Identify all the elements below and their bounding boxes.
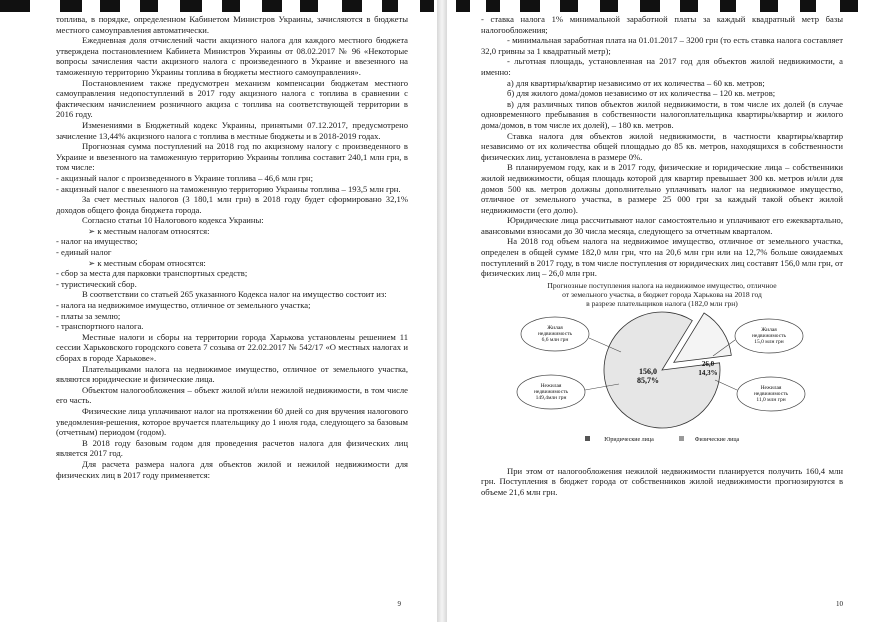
paragraph: Согласно статьи 10 Налогового кодекса Украины: [82,215,264,226]
callout-label: 15,0 млн грн [754,338,784,345]
data-label: 26,0 [701,359,715,368]
paragraph: На 2018 год объем налога на недвижимое имущество, отличное от земельного участка, определен в общей сумме 182,0 млн грн, что на 20,6 млн грн или на 12,7% больше ожидаемых поступлений в 2017 году, в том числе поступления от юридических лиц составят 156,0 млн грн, от физических лиц – 26,0 млн грн. [481,236,843,279]
callout-label: недвижимость [753,390,789,397]
callout-label: 6,6 млн грн [541,336,569,343]
chart-title-line: от земельного участка, в бюджет города Харькова на 2018 год [562,289,762,299]
scan-mark [800,0,816,12]
scan-mark [300,0,318,12]
scan-mark [0,0,30,12]
scan-mark [840,0,858,12]
paragraph: - транспортного налога. [56,321,144,332]
paragraph: - акцизный налог с ввезенного на таможенную территорию Украины топлива – 193,5 млн грн. [56,183,401,194]
paragraph: - сбор за места для парковки транспортных средств; [56,268,248,279]
paragraph: В соответствии со статьей 265 указанного Кодекса налог на имущество состоит из: [82,289,387,300]
scan-mark [486,0,500,12]
callout-label: Жилая [761,326,777,333]
right-page-text [481,14,843,498]
scan-mark [420,0,434,12]
paragraph: За счет местных налогов (3 180,1 млн грн) в 2018 году будет сформировано 32,1% доходов общего фонда бюджета города. [56,194,408,215]
paragraph: - туристический сбор. [56,278,137,289]
paragraph: ➢ к местным сборам относятся: [88,257,206,268]
data-label: 156,0 [639,366,657,376]
scan-mark [342,0,362,12]
legend-label: Юридические лица [604,436,654,443]
callout-label: 11,0 млн грн [756,396,786,403]
callout-label: 149,4млн грн [535,394,567,401]
scan-mark [600,0,618,12]
scan-mark [222,0,240,12]
scan-mark [140,0,158,12]
scan-mark [180,0,202,12]
callout-label: Жилая [547,324,563,331]
paragraph: В планируемом году, как и в 2017 году, физические и юридические лица – собственники жилой недвижимости, общая площадь которой для квартир превышает 300 кв. метров и/или для домов 500 кв. метров должны дополнительно уплачивать налог на недвижимое имущество, отличное от земельного участка, в размере 25 000 грн за каждый такой объект жилой недвижимости (его долю). [481,162,843,215]
paragraph: Плательщиками налога на недвижимое имущество, отличное от земельного участка, являются юридические и физические лица. [56,363,408,385]
chart-title [481,281,843,308]
paragraph: - платы за землю; [56,310,121,321]
paragraph: - минимальная заработная плата на 01.01.2017 – 3200 грн (то есть ставка налога составляет 32,0 гривны за 1 квадратный метр); [481,35,843,56]
paragraph: Изменениями в Бюджетный кодекс Украины, принятыми 07.12.2017, предусмотрено зачисление 13,44% акцизного налога с топлива в местные бюджеты и в 2018-2019 годах. [56,119,408,141]
page-number-right: 10 [836,600,843,608]
callout-label: Нежилая [760,384,782,391]
paragraph: - налога на недвижимое имущество, отличное от земельного участка; [56,300,311,311]
page-gutter [437,0,447,622]
paragraph: Для расчета размера налога для объектов жилой и нежилой недвижимости для физических лиц в 2017 году применяется: [56,458,408,480]
paragraph: Объектом налогообложения – объект жилой и/или нежилой недвижимости, в том числе его часть. [56,384,408,406]
paragraph: - ставка налога 1% минимальной заработной платы за каждый квадратный метр базы налогообложения; [481,14,843,35]
legend-swatch-individuals [679,436,684,441]
paragraph: - акцизный налог с произведенного в Украине топлива – 46,6 млн грн; [56,172,313,183]
scan-mark [760,0,778,12]
paragraph: - льготная площадь, установленная на 2017 год для объектов жилой недвижимости, а именно: [481,56,843,77]
left-page-text [56,14,408,480]
paragraph: в) для различных типов объектов жилой недвижимости, в том числе их долей (в случае одновременного пребывания в собственности налогоплательщика квартиры/квартир и жилого дома/домов, в том числе их долей), – 180 кв. метров. [481,98,843,130]
scan-mark [520,0,540,12]
right-page [447,0,883,622]
paragraph: При этом от налогообложения нежилой недвижимости планируется получить 160,4 млн грн. Поступления в бюджет города от собственников жилой недвижимости прогнозируются в объеме 21,6 млн грн. [481,465,843,498]
scan-mark [640,0,660,12]
scan-mark [680,0,698,12]
chart-title-line: Прогнозные поступления налога на недвижимое имущество, отличное [547,280,777,290]
left-page [0,0,437,622]
scan-mark [382,0,398,12]
scan-mark [60,0,82,12]
chart-title-line: в разрезе плательщиков налога (182,0 млн грн) [586,298,738,308]
paragraph: Физические лица уплачивают налог на протяжении 60 дней со дня вручения налогового уведомления-решения, которое вручается плательщику до 1 июля года, следующего за базовым (отчетным) периодом (годом). [56,405,408,438]
legend-label: Физические лица [694,436,740,443]
data-label: 85,7% [637,375,659,385]
pie-chart [481,308,843,448]
paragraph: топлива, в порядке, определенном Кабинетом Министров Украины, зачисляются в бюджеты местного самоуправления автоматически. [56,14,408,35]
paragraph: В 2018 году базовым годом для проведения расчетов налога для физических лиц является 2017 год. [56,437,408,459]
paragraph: Юридические лица рассчитывают налог самостоятельно и уплачивают его ежеквартально, авансовыми взносами до 30 числа месяца, следующего за отчетным кварталом. [481,215,843,236]
paragraph: ➢ к местным налогам относятся: [88,225,210,236]
callout-label: Нежилая [540,382,562,389]
callout-label: недвижимость [751,332,787,339]
right-paragraphs-top [481,14,843,279]
paragraph: а) для квартиры/квартир независимо от их количества – 60 кв. метров; [507,77,765,88]
scan-mark [456,0,470,12]
scan-mark [262,0,282,12]
paragraph: Местные налоги и сборы на территории города Харькова установлены решением 11 сессии Харьковского городского совета 7 созыва от 22.02.2017 № 542/17 «О местных налогах и сборах в городе Харькове». [56,331,408,363]
paragraph: Ежедневная доля отчислений части акцизного налога для каждого местного бюджета утверждена постановлением Кабинета Министров Украины от 08.02.2017 № 96 «Некоторые вопросы зачисления части акцизного налога с произведенного в Украине и ввезенного на таможенную территорию Украины топлива в бюджеты местного самоуправления». [56,35,408,77]
paragraph: Постановлением также предусмотрен механизм компенсации бюджетам местного самоуправления недопоступлений в 2017 году акцизного налога с топлива в сравнении с фактическим начислением розничного акциза с топлива на соответствующей территории в 2016 году. [56,77,408,120]
paragraph: Прогнозная сумма поступлений на 2018 год по акцизному налогу с произведенного в Украине и ввезенного на таможенную территорию Украины топлива составит 240,1 млн грн, в том числе: [56,141,408,173]
legend-swatch-legal-entities [585,436,590,441]
paragraph: - налог на имущество; [56,236,138,247]
callout-label: недвижимость [537,330,573,337]
paragraph: - единый налог [56,247,112,258]
page-number-left: 9 [397,600,401,608]
paragraph: Ставка налога для объектов жилой недвижимости, в частности квартиры/квартир независимо от их количества общей площадью до 85 кв. метров, находящихся в собственности физических лиц, установлена в размере 0%. [481,130,843,162]
scan-mark [100,0,120,12]
scan-mark [560,0,578,12]
paragraph: б) для жилого дома/домов независимо от их количества – 120 кв. метров; [507,88,776,99]
callout-label: недвижимость [533,388,569,395]
data-label: 14,3% [698,368,718,377]
scan-mark [720,0,736,12]
